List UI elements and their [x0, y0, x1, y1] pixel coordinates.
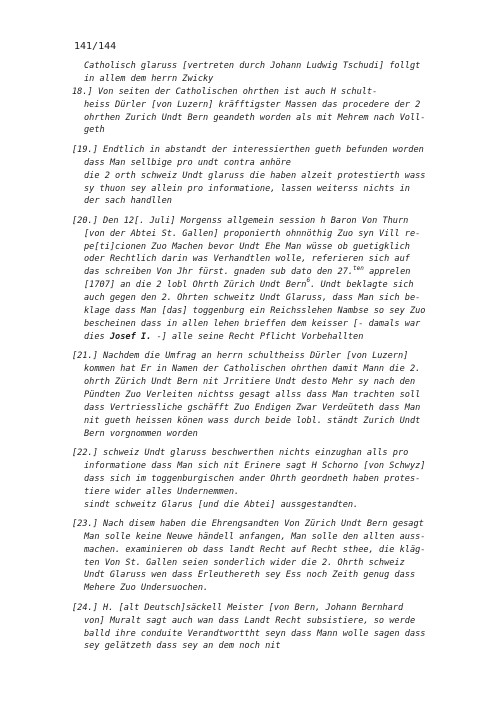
text-line [72, 266, 482, 279]
text-line: Mehere Zuo Undersuochen. [84, 583, 209, 594]
text-line: [von der Abtei St. Gallen] proponierth ohnnöthig Zuo syn Vill re- [84, 228, 421, 239]
text-line: dass sich im toggenburgischen ander Ohrth geordneth haben protes- [84, 473, 421, 484]
line-text: apprelen [363, 267, 411, 278]
text-line [72, 279, 482, 292]
paragraph-first-line: [19.] Endtlich in abstandt der interessierthen gueth befunden worden [72, 144, 424, 155]
text-line: nit gueth heissen könen wass durch beide lobl. ständt Zurich Undt [84, 415, 421, 426]
text-line: ten Von St. Gallen seien sonderlich wider die 2. Ohrth schweiz [84, 557, 405, 568]
text-line [72, 331, 482, 344]
text-line: Bern vorgnommen worden [84, 428, 198, 439]
line-text: das schreiben Von Jhr fürst. gnaden sub dato den 27. [84, 267, 354, 278]
emphasized-name: Josef I. [109, 331, 152, 342]
text-line: tiere wider alles Undernemmen. [84, 486, 240, 497]
superscript: 6 [306, 277, 311, 285]
text-line: sey gelätzeth dass sey an dem noch nit [84, 641, 281, 652]
text-line: Undt Glaruss wen dass Erleuthereth sey Ess noch Zeith genug dass [84, 570, 416, 581]
text-line: der sach handllen [84, 196, 172, 207]
paragraph-first-line: 18.] Von seiten der Catholischen ohrthen ist auch H schult- [72, 86, 378, 97]
page-number: 141/144 [74, 41, 117, 52]
paragraph-first-line: [23.] Nach disem haben die Ehrengsandten Von Zürich Undt Bern gesagt [72, 518, 424, 529]
line-text: -] alle seine Recht Pflicht Vorbehallten [151, 331, 364, 342]
text-line: Catholisch glaruss [vertreten durch Johann Ludwig Tschudi] follgt [84, 61, 421, 71]
text-line: bescheinen dass in allen lehen brieffen dem keisser [- damals war [84, 318, 421, 329]
line-text: . Undt beklagte sich [310, 280, 414, 291]
text-line: in allem dem herrn Zwicky [84, 73, 214, 84]
text-line: pe[ti]cionen Zuo Machen bevor Undt Ehe Man wüsse ob guetigklich [84, 241, 410, 252]
text-line: oder Rechtlich darin was Verhandtlen wolle, referieren sich auf [84, 254, 410, 265]
text-line: dass Man sellbige pro undt contra anhöre [84, 157, 291, 168]
text-line: dass Vertriessliche gschäfft Zuo Endigen Zwar Verdeüteth dass Man [84, 402, 421, 413]
text-line: ohrth Zürich Undt Bern nit Jrritiere Undt desto Mehr sy nach den [84, 376, 416, 387]
text-line: Man solle keine Neuwe händell anfangen, Man solle den allten auss- [84, 531, 426, 542]
transcription-body [72, 60, 482, 653]
text-line: heiss Dürler [von Luzern] kräfftigster Massen das procedere der 2 [84, 99, 421, 110]
text-line: balld ihre conduite Verandtworttht seyn dass Mann wolle sagen dass [84, 628, 426, 639]
line-text: dies [84, 331, 110, 342]
text-line: informatione dass Man sich nit Erinere sagt H Schorno [von Schwyz] [84, 460, 426, 471]
text-line: von] Muralt sagt auch wan dass Landt Recht subsistiere, so werde [84, 615, 416, 626]
text-line: die 2 orth schweiz Undt glaruss die haben alzeit protestierth wass [84, 170, 426, 181]
paragraph-first-line: [21.] Nachdem die Umfrag an herrn schultheiss Dürler [von Luzern] [72, 351, 409, 362]
text-line: geth [84, 125, 105, 136]
paragraph-first-line: [24.] H. [alt Deutsch]säckell Meister [von Bern, Johann Bernhard [72, 602, 404, 613]
text-line: kommen hat Er in Namen der Catholischen ohrthen damit Mann die 2. [84, 364, 421, 375]
paragraph-first-line: [20.] Den 12[. Juli] Morgenss allgemein session h Baron Von Thurn [72, 215, 409, 226]
text-line: ohrthen Zurich Undt Bern geandeth worden als mit Mehrem nach Voll- [84, 112, 426, 123]
line-text: [1707] an die 2 lobl Ohrth Zürich Undt Bern [84, 280, 307, 291]
text-line: Pündten Zuo Verleiten nichtss gesagt allss dass Man trachten soll [84, 389, 421, 400]
text-line: sindt schweitz Glarus [und die Abtei] aussgestandten. [84, 499, 359, 510]
superscript: ten [353, 264, 364, 272]
text-line: auch gegen den 2. Ohrten schweitz Undt Glaruss, dass Man sich be- [84, 293, 421, 304]
text-line: sy thuon sey allein pro informatione, lassen weiterss nichts in [84, 183, 410, 194]
text-line: klage dass Man [das] toggenburg ein Reichsslehen Nambse so sey Zuo [84, 306, 426, 317]
paragraph-first-line: [22.] schweiz Undt glaruss beschwerthen nichts einzughan alls pro [72, 447, 409, 458]
text-line: machen. examinieren ob dass landt Recht auf Recht sthee, die kläg- [84, 544, 426, 555]
